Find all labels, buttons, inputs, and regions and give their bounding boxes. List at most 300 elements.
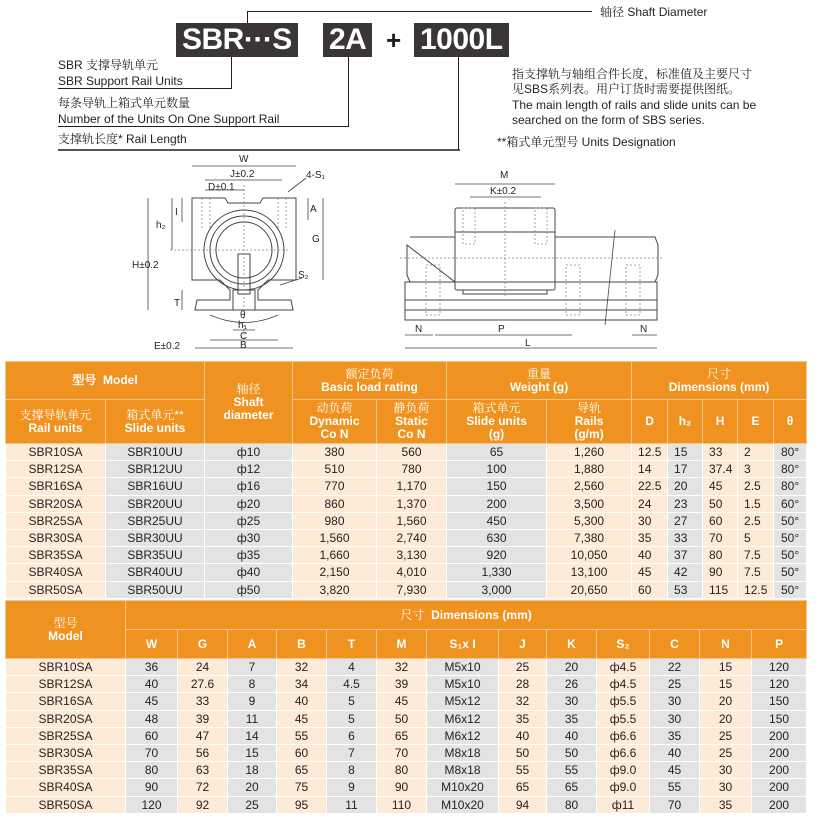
table-cell: 1,660 — [293, 547, 377, 564]
table-cell: 8 — [228, 676, 277, 693]
table-cell: 17 — [668, 461, 703, 478]
table-cell: 2.5 — [738, 478, 774, 495]
table-cell: 630 — [447, 529, 547, 546]
table-cell: 6 — [327, 727, 377, 744]
table-cell: 35 — [650, 727, 700, 744]
table-cell: M6x12 — [427, 727, 499, 744]
table-cell: 27.6 — [178, 676, 228, 693]
table-cell: SBR20SA — [6, 495, 106, 512]
table-cell: 47 — [178, 727, 228, 744]
table-cell: ф30 — [205, 529, 293, 546]
series-label-cn: SBR 支撑导轨单元 — [58, 58, 159, 72]
table-cell: 23 — [668, 495, 703, 512]
table-cell: 12.5 — [632, 444, 668, 461]
dimensions-table — [5, 600, 807, 814]
table-cell: SBR16UU — [106, 478, 205, 495]
table-row — [6, 659, 807, 676]
table-cell: 60 — [703, 512, 738, 529]
table-row — [6, 495, 807, 512]
table-cell: 510 — [293, 461, 377, 478]
table-cell: 40 — [126, 676, 178, 693]
table-cell: SBR16SA — [6, 693, 126, 710]
table-cell: 7,930 — [377, 581, 447, 598]
header-col-3: B — [277, 630, 327, 659]
table-row — [6, 744, 807, 761]
code-length: 1000L — [414, 23, 509, 57]
table-cell: 50° — [774, 581, 807, 598]
table-cell: 3 — [738, 461, 774, 478]
table-cell: 770 — [293, 478, 377, 495]
table-row — [6, 564, 807, 581]
table-cell: 24 — [632, 495, 668, 512]
table-cell: 2,560 — [547, 478, 632, 495]
table-cell: 24 — [178, 659, 228, 676]
table-cell: 3,000 — [447, 581, 547, 598]
table-cell: 28 — [499, 676, 547, 693]
header-H: H — [703, 400, 738, 444]
table-cell: 35 — [632, 529, 668, 546]
table-cell: 14 — [632, 461, 668, 478]
table-cell: 65 — [547, 779, 597, 796]
table-cell: 5 — [327, 710, 377, 727]
table-cell: 1,260 — [547, 444, 632, 461]
table-cell: SBR30UU — [106, 529, 205, 546]
table-cell: 3,500 — [547, 495, 632, 512]
table-cell: M5x10 — [427, 659, 499, 676]
dimensions-column-headers — [6, 630, 807, 659]
header-static: 静负荷 Static Co N — [377, 400, 447, 444]
header-col-9: S₂ — [597, 630, 650, 659]
table-cell: 34 — [277, 676, 327, 693]
table-cell: 120 — [752, 659, 807, 676]
dim-theta: θ — [240, 310, 246, 321]
header-slide-units: 箱式单元** Slide units — [106, 400, 205, 444]
table-cell: SBR40SA — [6, 564, 106, 581]
header-dynamic: 动负荷 Dynamic Co N — [293, 400, 377, 444]
table-cell: 100 — [447, 461, 547, 478]
table-cell: 50 — [703, 495, 738, 512]
table-cell: SBR50SA — [6, 581, 106, 598]
table-cell: 40 — [650, 744, 700, 761]
table-cell: 5,300 — [547, 512, 632, 529]
leader-line — [231, 57, 232, 89]
table-cell: 7 — [228, 659, 277, 676]
table-cell: ф16 — [205, 478, 293, 495]
table-cell: 920 — [447, 547, 547, 564]
table-cell: 450 — [447, 512, 547, 529]
table-cell: 11 — [228, 710, 277, 727]
table-cell: 30 — [650, 710, 700, 727]
table-row — [6, 512, 807, 529]
dim-h1: h₁ — [238, 320, 247, 331]
table-cell: 45 — [377, 693, 427, 710]
dim-D: D±0.1 — [208, 182, 235, 193]
table-row — [6, 547, 807, 564]
table-cell: 30 — [632, 512, 668, 529]
table-cell: 90 — [377, 779, 427, 796]
note-en-1: The main length of rails and slide units can be — [512, 98, 757, 112]
note-cn-2: 见SBS系列表。用户订货时需要提供图纸。 — [512, 82, 741, 96]
table-cell: 48 — [126, 710, 178, 727]
table-cell: 70 — [650, 796, 700, 813]
table-cell: 45 — [277, 710, 327, 727]
length-label: 支撑轨长度* Rail Length — [58, 132, 187, 146]
load-weight-table — [5, 361, 807, 599]
table-cell: M10x20 — [427, 796, 499, 813]
table-cell: 32 — [499, 693, 547, 710]
table-row — [6, 461, 807, 478]
table-cell: 25 — [228, 796, 277, 813]
table-row — [6, 762, 807, 779]
table-cell: 200 — [752, 744, 807, 761]
table-cell: 1,880 — [547, 461, 632, 478]
table-cell: 42 — [668, 564, 703, 581]
table-cell: 60 — [277, 744, 327, 761]
leader-line — [58, 126, 349, 127]
table-cell: ф10 — [205, 444, 293, 461]
header-col-6: S₁x I — [427, 630, 499, 659]
table-cell: 120 — [126, 796, 178, 813]
leader-line — [458, 57, 459, 150]
table-cell: 15 — [668, 444, 703, 461]
table-cell: 22.5 — [632, 478, 668, 495]
table-cell: ф9.0 — [597, 762, 650, 779]
header-col-8: K — [547, 630, 597, 659]
table-cell: 25 — [700, 744, 752, 761]
table-cell: 980 — [293, 512, 377, 529]
units-label-cn: 每条导轨上箱式单元数量 — [58, 96, 191, 110]
table-cell: ф4.5 — [597, 659, 650, 676]
dim-P: P — [498, 324, 505, 335]
table-cell: 13,100 — [547, 564, 632, 581]
table-cell: 120 — [752, 676, 807, 693]
table-cell: 9 — [327, 779, 377, 796]
table-cell: 380 — [293, 444, 377, 461]
table-cell: SBR12SA — [6, 676, 126, 693]
table-row — [6, 693, 807, 710]
table-cell: 70 — [703, 529, 738, 546]
table-cell: 95 — [277, 796, 327, 813]
table-cell: ф40 — [205, 564, 293, 581]
side-view-drawing — [390, 160, 680, 355]
dim-K: K±0.2 — [490, 186, 517, 197]
leader-line — [247, 11, 248, 23]
table-cell: 65 — [447, 444, 547, 461]
header-col-4: T — [327, 630, 377, 659]
table-cell: 9 — [228, 693, 277, 710]
dim-G: G — [312, 234, 320, 245]
header-weight: 重量 Weight (g) — [447, 362, 632, 400]
table-cell: 27 — [668, 512, 703, 529]
dim-S1: 4-S₁ — [306, 170, 325, 181]
header-weight-slide: 箱式单元 Slide units (g) — [447, 400, 547, 444]
table-cell: 33 — [703, 444, 738, 461]
table-cell: 15 — [228, 744, 277, 761]
table-cell: 50° — [774, 547, 807, 564]
table-cell: 200 — [752, 727, 807, 744]
dim-J: J±0.2 — [230, 169, 255, 180]
table-cell: 10,050 — [547, 547, 632, 564]
table-cell: 200 — [752, 779, 807, 796]
table-cell: 80° — [774, 461, 807, 478]
table-cell: 45 — [703, 478, 738, 495]
table-cell: SBR25SA — [6, 512, 106, 529]
table-cell: SBR35SA — [6, 762, 126, 779]
table-cell: 2.5 — [738, 512, 774, 529]
table-cell: 15 — [700, 676, 752, 693]
table-cell: 70 — [377, 744, 427, 761]
leader-line — [58, 88, 232, 89]
table-cell: 55 — [499, 762, 547, 779]
table-cell: 36 — [126, 659, 178, 676]
table-cell: 33 — [668, 529, 703, 546]
header-col-7: J — [499, 630, 547, 659]
header-col-10: C — [650, 630, 700, 659]
code-units: 2A — [323, 23, 372, 57]
leader-line — [247, 11, 592, 12]
table-cell: 8 — [327, 762, 377, 779]
table-cell: 4,010 — [377, 564, 447, 581]
table-row — [6, 478, 807, 495]
note-en-2: searched on the form of SBS series. — [512, 113, 705, 127]
table-cell: 14 — [228, 727, 277, 744]
table-cell: ф5.5 — [597, 693, 650, 710]
table-cell: 45 — [632, 564, 668, 581]
plus-sign: + — [386, 25, 402, 55]
table-cell: 35 — [547, 710, 597, 727]
header-D: D — [632, 400, 668, 444]
table-cell: 860 — [293, 495, 377, 512]
table-cell: 3,820 — [293, 581, 377, 598]
dimensions-table-body — [6, 659, 807, 814]
units-label-en: Number of the Units On One Support Rail — [58, 112, 280, 126]
header-theta: θ — [774, 400, 807, 444]
dim-N-left: N — [415, 324, 423, 335]
shaft-diameter-label: 轴径 Shaft Diameter — [600, 5, 708, 19]
table-row — [6, 676, 807, 693]
table-cell: 12.5 — [738, 581, 774, 598]
header-dimensions: 尺寸 Dimensions (mm) — [632, 362, 807, 400]
table-cell: M5x10 — [427, 676, 499, 693]
table-cell: 20 — [700, 710, 752, 727]
table-cell: 63 — [178, 762, 228, 779]
table-cell: 40 — [632, 547, 668, 564]
table-cell: 5 — [327, 693, 377, 710]
table-cell: 72 — [178, 779, 228, 796]
table-cell: 2 — [738, 444, 774, 461]
table-cell: 35 — [499, 710, 547, 727]
table-cell: 60° — [774, 495, 807, 512]
units-designation-label: **箱式单元型号 Units Designation — [497, 135, 676, 149]
table-cell: 1,560 — [377, 512, 447, 529]
series-label-en: SBR Support Rail Units — [58, 74, 183, 88]
table-cell: 65 — [377, 727, 427, 744]
table-cell: 37 — [668, 547, 703, 564]
table-cell: M10x20 — [427, 779, 499, 796]
dim-M: M — [500, 170, 509, 181]
table-row — [6, 444, 807, 461]
table-cell: M8x18 — [427, 744, 499, 761]
load-weight-table-body — [6, 444, 807, 599]
table-cell: 200 — [752, 762, 807, 779]
code-series: SBR···S — [176, 23, 298, 57]
table-row — [6, 796, 807, 813]
table-cell: 115 — [703, 581, 738, 598]
table-cell: 32 — [277, 659, 327, 676]
table-cell: SBR10SA — [6, 659, 126, 676]
header-model: 型号 Model — [6, 362, 205, 400]
header-h2: h₂ — [668, 400, 703, 444]
table-cell: 7.5 — [738, 564, 774, 581]
dim-C: C — [240, 331, 248, 342]
table-cell: 50 — [499, 744, 547, 761]
dim-T: T — [174, 298, 181, 309]
table-cell: 50° — [774, 564, 807, 581]
table-cell: SBR35SA — [6, 547, 106, 564]
table-cell: SBR10UU — [106, 444, 205, 461]
header-rail-units: 支撑导轨单元 Rail units — [6, 400, 106, 444]
table-cell: 50 — [547, 744, 597, 761]
table-cell: 75 — [277, 779, 327, 796]
table-cell: 1.5 — [738, 495, 774, 512]
table-cell: 55 — [650, 779, 700, 796]
table-cell: SBR10SA — [6, 444, 106, 461]
table-cell: 20 — [228, 779, 277, 796]
table-cell: 25 — [650, 676, 700, 693]
table-cell: 2,740 — [377, 529, 447, 546]
header-col-0: W — [126, 630, 178, 659]
table-cell: SBR16SA — [6, 478, 106, 495]
table-cell: 40 — [547, 727, 597, 744]
table-cell: SBR30SA — [6, 529, 106, 546]
table-cell: M6x12 — [427, 710, 499, 727]
table-cell: SBR30SA — [6, 744, 126, 761]
table-cell: M8x18 — [427, 762, 499, 779]
table-cell: ф6.6 — [597, 744, 650, 761]
table-cell: 20 — [700, 693, 752, 710]
table-cell: 1,370 — [377, 495, 447, 512]
table-cell: 90 — [126, 779, 178, 796]
table-cell: ф4.5 — [597, 676, 650, 693]
table-cell: ф25 — [205, 512, 293, 529]
table-cell: 80° — [774, 478, 807, 495]
dim-A: A — [310, 204, 317, 215]
table-cell: 60 — [126, 727, 178, 744]
side-view-svg — [390, 160, 680, 355]
table-cell: M5x12 — [427, 693, 499, 710]
header-col-2: A — [228, 630, 277, 659]
dim-E: E±0.2 — [154, 341, 181, 352]
table-cell: 200 — [752, 796, 807, 813]
table-cell: ф11 — [597, 796, 650, 813]
table-cell: SBR35UU — [106, 547, 205, 564]
table-cell: 4 — [327, 659, 377, 676]
note-cn-1: 指支撑轨与轴组合件长度，标准值及主要尺寸 — [512, 67, 753, 81]
table-cell: ф20 — [205, 495, 293, 512]
table-cell: SBR12SA — [6, 461, 106, 478]
table-cell: 110 — [377, 796, 427, 813]
table-cell: 80 — [703, 547, 738, 564]
table-cell: 2,150 — [293, 564, 377, 581]
table-cell: 37.4 — [703, 461, 738, 478]
table-cell: 780 — [377, 461, 447, 478]
table-cell: 39 — [377, 676, 427, 693]
table-row — [6, 779, 807, 796]
table-cell: 5 — [738, 529, 774, 546]
header-dimensions: 尺寸 Dimensions (mm) — [126, 601, 807, 630]
header-col-12: P — [752, 630, 807, 659]
table-cell: 65 — [499, 779, 547, 796]
table-row — [6, 727, 807, 744]
table-cell: 7 — [327, 744, 377, 761]
table-cell: 22 — [650, 659, 700, 676]
table-cell: 26 — [547, 676, 597, 693]
table-cell: 92 — [178, 796, 228, 813]
header-col-11: N — [700, 630, 752, 659]
table-cell: SBR50SA — [6, 796, 126, 813]
header-E: E — [738, 400, 774, 444]
table-cell: SBR20SA — [6, 710, 126, 727]
table-cell: 55 — [547, 762, 597, 779]
table-cell: SBR50UU — [106, 581, 205, 598]
table-cell: 45 — [126, 693, 178, 710]
table-row — [6, 581, 807, 598]
dim-N-right: N — [640, 324, 648, 335]
table-cell: 150 — [447, 478, 547, 495]
header-load: 额定负荷 Basic load rating — [293, 362, 447, 400]
table-cell: 39 — [178, 710, 228, 727]
table-cell: 32 — [377, 659, 427, 676]
table-cell: 30 — [700, 762, 752, 779]
table-cell: 45 — [650, 762, 700, 779]
table-cell: ф50 — [205, 581, 293, 598]
table-cell: 15 — [700, 659, 752, 676]
table-cell: 56 — [178, 744, 228, 761]
table-cell: 30 — [650, 693, 700, 710]
table-cell: 50° — [774, 529, 807, 546]
dim-h2: h₂ — [156, 220, 166, 231]
table-cell: SBR12UU — [106, 461, 205, 478]
table-cell: 560 — [377, 444, 447, 461]
table-cell: 150 — [752, 710, 807, 727]
table-cell: 150 — [752, 693, 807, 710]
table-cell: 40 — [277, 693, 327, 710]
table-cell: 80 — [547, 796, 597, 813]
header-col-5: M — [377, 630, 427, 659]
table-cell: 20,650 — [547, 581, 632, 598]
table-cell: ф12 — [205, 461, 293, 478]
dim-H: H±0.2 — [132, 260, 159, 271]
table-cell: SBR40SA — [6, 779, 126, 796]
table-cell: 40 — [499, 727, 547, 744]
front-view-drawing — [130, 150, 350, 355]
table-cell: ф9.0 — [597, 779, 650, 796]
table-cell: 7,380 — [547, 529, 632, 546]
table-cell: 25 — [700, 727, 752, 744]
table-cell: 90 — [703, 564, 738, 581]
table-cell: 30 — [547, 693, 597, 710]
table-row — [6, 529, 807, 546]
dim-B: B — [240, 340, 247, 351]
table-cell: SBR20UU — [106, 495, 205, 512]
header-weight-rail: 导轨 Rails (g/m) — [547, 400, 632, 444]
table-cell: 200 — [447, 495, 547, 512]
table-row — [6, 710, 807, 727]
table-cell: ф6.6 — [597, 727, 650, 744]
dim-L: L — [525, 338, 531, 349]
table-cell: 20 — [668, 478, 703, 495]
table-cell: SBR25UU — [106, 512, 205, 529]
